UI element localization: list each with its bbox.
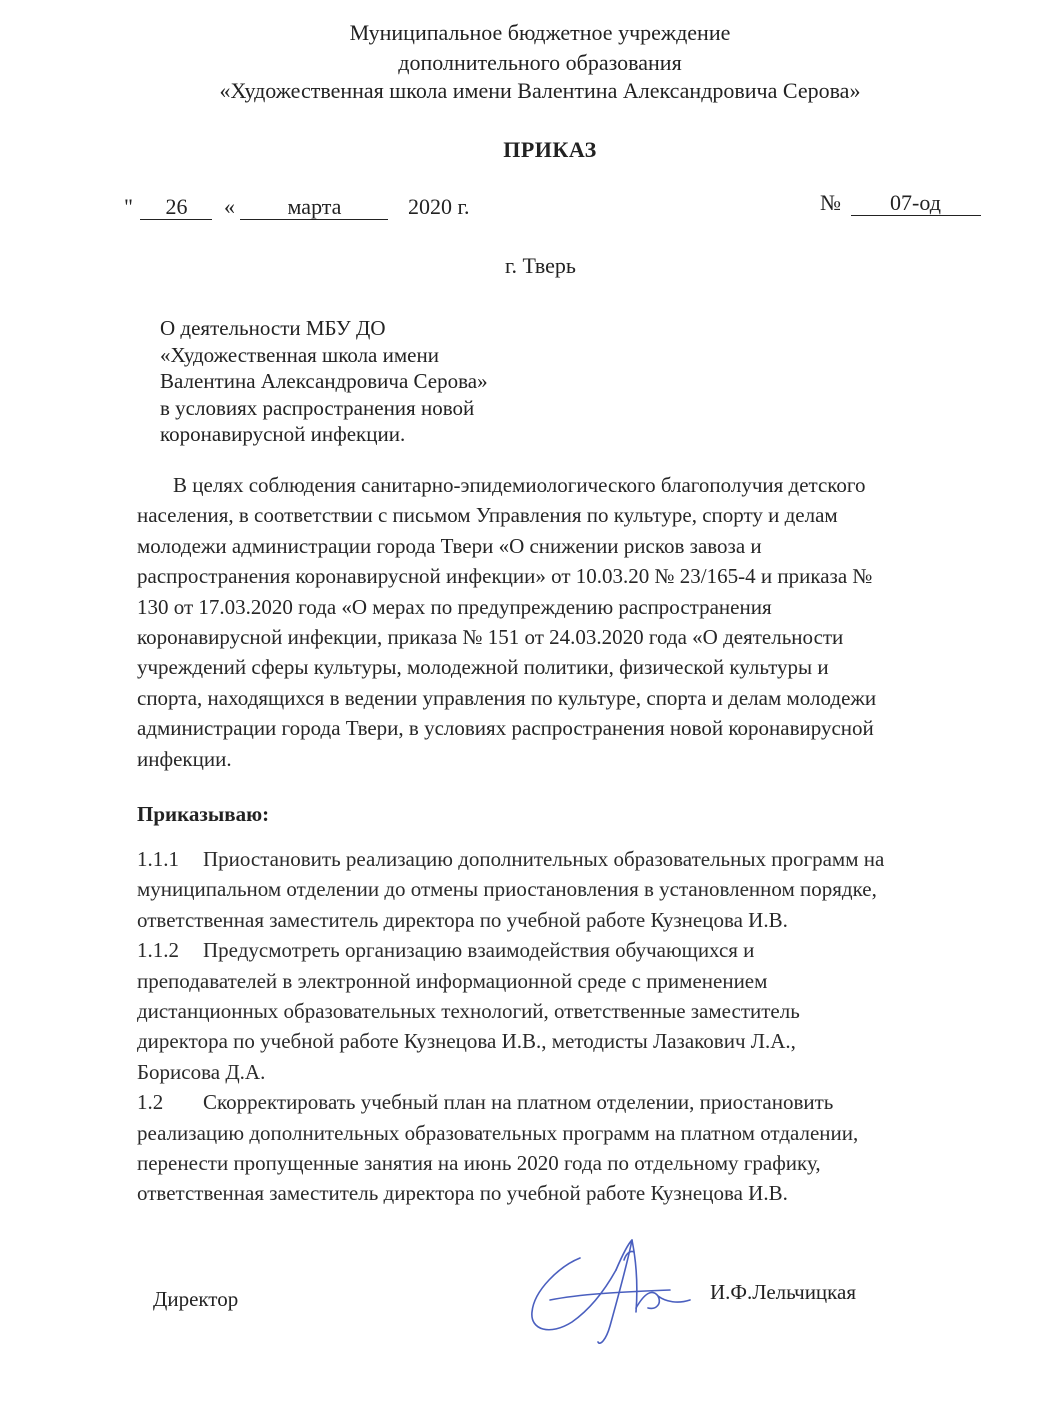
item-line: ответственная заместитель директора по учебной работе Кузнецова И.В. — [137, 1181, 788, 1206]
item-line: реализацию дополнительных образовательных программ на платном отдалении, — [137, 1120, 859, 1145]
item-line: перенести пропущенные занятия на июнь 2020 года по отдельному графику, — [137, 1151, 821, 1176]
date-close-quote: « — [223, 194, 235, 219]
number-sign: № — [820, 190, 841, 215]
subject-line: Валентина Александровича Серова» — [160, 369, 488, 393]
order-items — [137, 844, 884, 1209]
item-1-1-1 — [137, 844, 884, 874]
subject-block — [160, 315, 488, 448]
subject-line: О деятельности МБУ ДО — [160, 316, 386, 340]
subject-line: коронавирусной инфекции. — [160, 422, 406, 446]
item-number: 1.1.2 — [137, 938, 179, 963]
preamble-line: В целях соблюдения санитарно-эпидемиологического благополучия детского — [173, 473, 866, 497]
signature-position: Директор — [153, 1287, 239, 1311]
preamble-line: коронавирусной инфекции, приказа № 151 от 24.03.2020 года «О деятельности — [137, 625, 844, 650]
date-month: марта — [240, 195, 388, 220]
order-heading: Приказываю: — [137, 802, 270, 826]
date-open-quote: " — [124, 194, 133, 219]
preamble-line: 130 от 17.03.2020 года «О мерах по предупреждению распространения — [137, 594, 772, 619]
subject-line: в условиях распространения новой — [160, 395, 475, 420]
number-value: 07-од — [851, 191, 981, 216]
item-line: ответственная заместитель директора по учебной работе Кузнецова И.В. — [137, 907, 788, 932]
preamble — [137, 470, 876, 774]
org-name-line-3: «Художественная школа имени Валентина Александровича Серова» — [219, 78, 861, 103]
handwritten-signature — [520, 1230, 700, 1360]
item-number: 1.2 — [137, 1090, 164, 1115]
document-title: ПРИКАЗ — [503, 137, 597, 162]
preamble-line: распространения коронавирусной инфекции» от 10.03.20 № 23/165-4 и приказа № — [137, 564, 873, 589]
date-line — [124, 194, 470, 220]
item-line: Приостановить реализацию дополнительных образовательных программ на — [203, 847, 885, 871]
item-1-2 — [137, 1087, 884, 1117]
preamble-line: администрации города Твери, в условиях распространения новой коронавирусной — [137, 716, 874, 741]
item-1-1-2 — [137, 935, 884, 965]
item-line: директора по учебной работе Кузнецова И.В., методисты Лазакович Л.А., — [137, 1029, 796, 1054]
preamble-line: спорта, находящихся в ведении управления по культуре, спорта и делам молодежи — [137, 685, 877, 710]
preamble-line: учреждений сферы культуры, молодежной политики, физической культуры и — [137, 655, 829, 680]
item-line: муниципальном отделении до отмены приостановления в установленном порядке, — [137, 877, 877, 902]
subject-line: «Художественная школа имени — [160, 342, 439, 367]
item-line: преподавателей в электронной информационной среде с применением — [137, 968, 768, 993]
preamble-line: инфекции. — [137, 746, 232, 771]
item-line: Борисова Д.А. — [137, 1059, 266, 1084]
date-day: 26 — [140, 195, 212, 220]
date-year: 2020 г. — [407, 194, 470, 219]
order-number — [820, 190, 981, 216]
item-line: дистанционных образовательных технологий, ответственные заместитель — [137, 999, 800, 1024]
city: г. Тверь — [505, 253, 576, 278]
org-name-line-1: Муниципальное бюджетное учреждение — [349, 20, 731, 45]
signature-name: И.Ф.Лельчицкая — [710, 1280, 857, 1304]
item-line: Скорректировать учебный план на платном отделении, приостановить — [203, 1090, 834, 1115]
item-number: 1.1.1 — [137, 847, 179, 871]
preamble-line: населения, в соответствии с письмом Управления по культуре, спорту и делам — [137, 503, 838, 528]
item-line: Предусмотреть организацию взаимодействия обучающихся и — [203, 938, 755, 963]
org-name-line-2: дополнительного образования — [398, 50, 682, 75]
preamble-line: молодежи администрации города Твери «О снижении рисков завоза и — [137, 533, 762, 558]
